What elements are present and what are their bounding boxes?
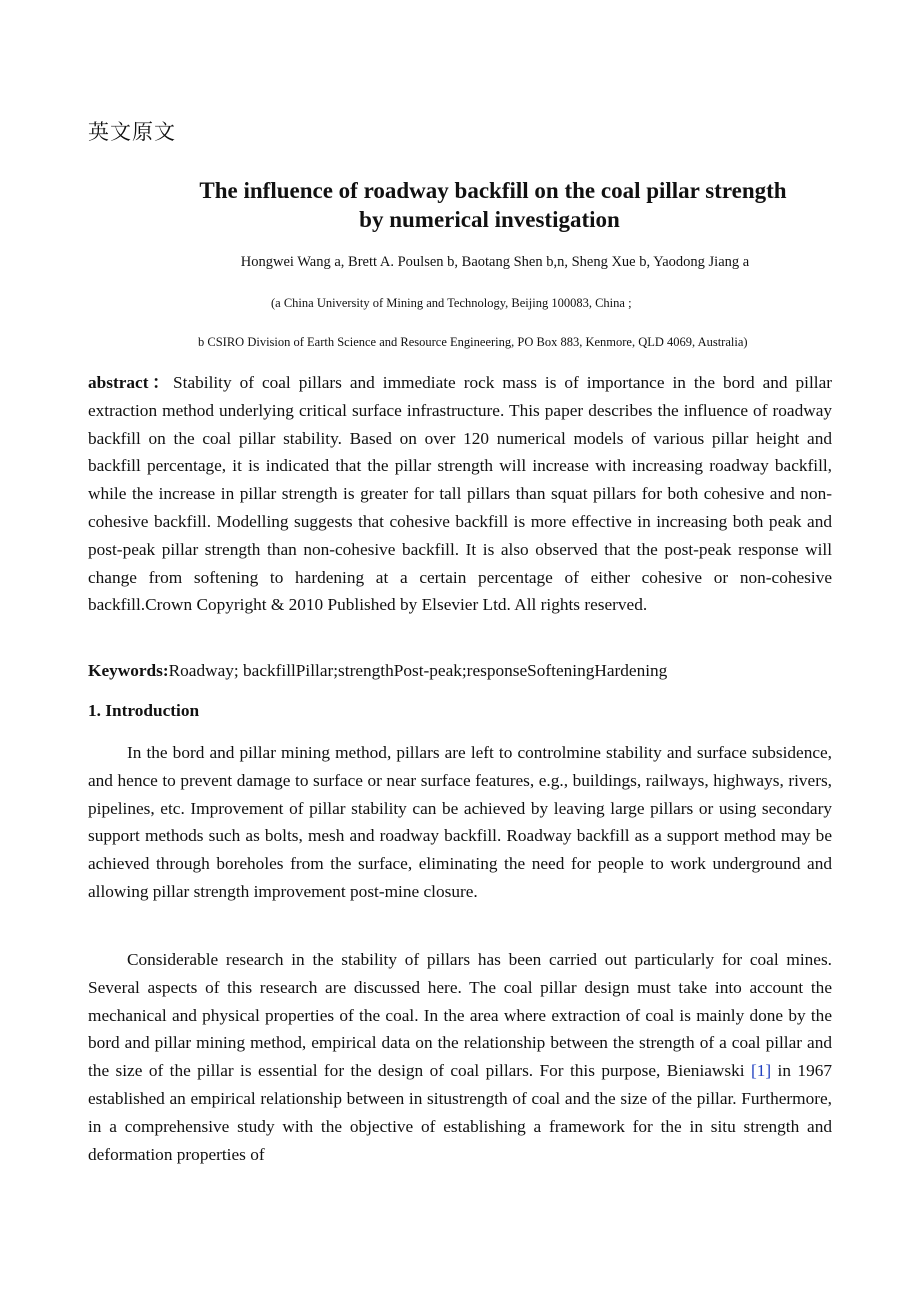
paper-title bbox=[88, 176, 888, 234]
section-heading-introduction: 1. Introduction bbox=[88, 701, 200, 720]
paper-title-line-1: The influence of roadway backfill on the coal pillar strength bbox=[199, 178, 787, 203]
abstract-paragraph bbox=[88, 369, 832, 619]
citation-link[interactable]: [1] bbox=[750, 1061, 772, 1081]
intro-paragraph-1 bbox=[88, 739, 832, 906]
abstract-text: Stability of coal pillars and immediate rock mass is of importance in the bord and pillar extraction method underlying critical surface infrastructure. This paper describes the influence of roadway backfill on the coal pillar stability. Based on over 120 numerical models of various pillar height and backfill percentage, it is indicated that the pillar strength will increase with increasing roadway backfill, while the increase in pillar strength is greater for tall pillars than squat pillars for both cohesive and non-cohesive backfill. Modelling suggests that cohesive backfill is more effective in increasing both peak and post-peak pillar strength than non-cohesive backfill. It is also observed that the post-peak response will change from softening to hardening at a certain percentage of either cohesive or non-cohesive backfill.Crown Copyright & 2010 Published by Elsevier Ltd. All rights reserved. bbox=[88, 373, 832, 615]
abstract-label: abstract： bbox=[88, 373, 174, 392]
intro-paragraph-1-text: In the bord and pillar mining method, pillars are left to controlmine stability and surface subsidence, and hence to prevent damage to surface or near surface features, e.g., buildings, railways, highways, rivers, pipelines, etc. Improvement of pillar stability can be achieved by leaving large pillars or using secondary support methods such as bolts, mesh and roadway backfill. Roadway backfill as a support method may be achieved through boreholes from the surface, eliminating the need for people to work underground and allowing pillar strength improvement post-mine closure. bbox=[88, 743, 832, 901]
keywords-label: Keywords: bbox=[88, 661, 169, 680]
intro-paragraph-2-text-b: in 1967 established an empirical relationship between in situstrength of coal and the size of the pillar. Furthermore, in a comprehensive study with the objective of establishing a framework for the in situ strength and deformation properties of bbox=[88, 1061, 832, 1164]
keywords-line bbox=[88, 661, 667, 681]
paper-title-line-2: by numerical investigation bbox=[359, 207, 620, 232]
author-list: Hongwei Wang a, Brett A. Poulsen b, Baotang Shen b,n, Sheng Xue b, Yaodong Jiang a bbox=[240, 254, 750, 270]
keywords-text: Roadway; backfillPillar;strengthPost-peak;responseSofteningHardening bbox=[168, 661, 668, 680]
intro-paragraph-2-text-a: Considerable research in the stability of pillars has been carried out particularly for coal mines. Several aspects of this research are discussed here. The coal pillar design must take into account the mechanical and physical properties of the coal. In the area where extraction of coal is mainly done by the bord and pillar mining method, empirical data on the relationship between the strength of a coal pillar and the size of the pillar is essential for the design of coal pillars. For this purpose, Bieniawski bbox=[88, 950, 832, 1081]
affiliation-b: b CSIRO Division of Earth Science and Resource Engineering, PO Box 883, Kenmore, QLD 4069, Australia) bbox=[198, 335, 748, 349]
intro-paragraph-2 bbox=[88, 946, 832, 1168]
original-text-heading: 英文原文 bbox=[88, 120, 176, 144]
affiliation-a: (a China University of Mining and Technology, Beijing 100083, China ; bbox=[271, 296, 632, 310]
